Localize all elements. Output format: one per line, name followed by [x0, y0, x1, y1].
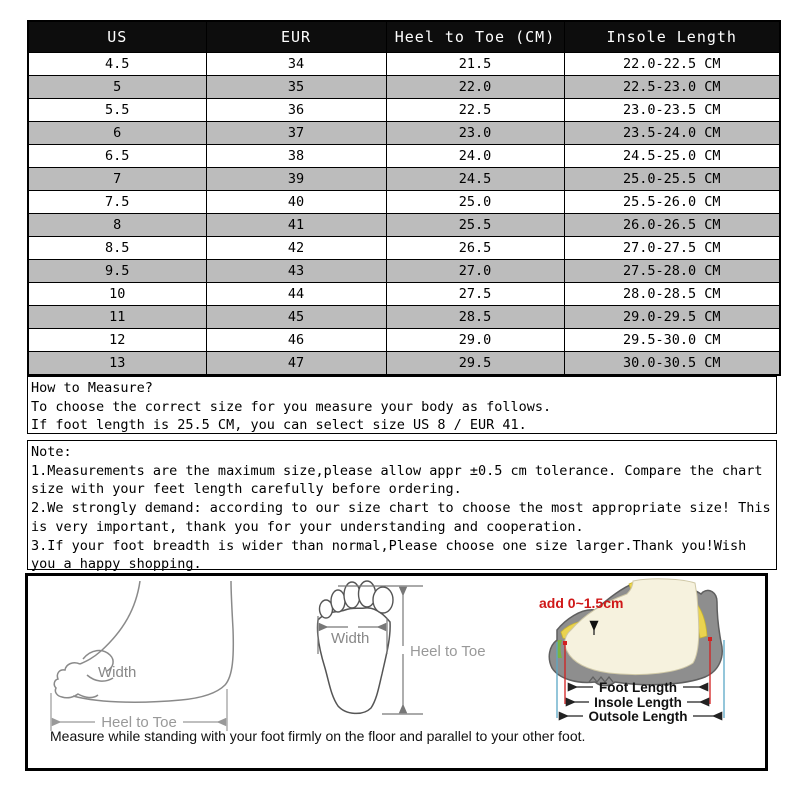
side-foot-heel-to-toe-label: Heel to Toe — [101, 714, 177, 731]
add-length-label: add 0~1.5cm — [539, 595, 624, 611]
table-cell: 23.0 — [386, 122, 564, 145]
table-cell: 23.0-23.5 CM — [564, 99, 780, 122]
table-cell: 47 — [206, 352, 386, 376]
table-row — [28, 122, 780, 145]
table-cell: 28.5 — [386, 306, 564, 329]
column-header: EUR — [206, 21, 386, 53]
table-row — [28, 76, 780, 99]
table-cell: 22.0-22.5 CM — [564, 53, 780, 76]
table-row — [28, 99, 780, 122]
table-cell: 40 — [206, 191, 386, 214]
table-cell: 6 — [28, 122, 206, 145]
top-foot-outline — [317, 608, 390, 714]
table-cell: 12 — [28, 329, 206, 352]
table-cell: 25.5-26.0 CM — [564, 191, 780, 214]
side-foot-outline — [54, 581, 233, 702]
table-row — [28, 306, 780, 329]
table-cell: 11 — [28, 306, 206, 329]
column-header: Insole Length — [564, 21, 780, 53]
foot-length-label: Foot Length — [599, 680, 677, 695]
table-cell: 23.5-24.0 CM — [564, 122, 780, 145]
table-cell: 4.5 — [28, 53, 206, 76]
table-cell: 29.0 — [386, 329, 564, 352]
table-cell: 30.0-30.5 CM — [564, 352, 780, 376]
table-body — [28, 53, 780, 376]
table-cell: 29.5-30.0 CM — [564, 329, 780, 352]
table-row — [28, 145, 780, 168]
table-cell: 28.0-28.5 CM — [564, 283, 780, 306]
top-foot-width-label: Width — [331, 630, 370, 647]
table-cell: 26.5 — [386, 237, 564, 260]
red-marker — [708, 637, 712, 641]
note-item: 2.We strongly demand: according to our size chart to choose the most appropriate size! This is very important, thank you for your understanding and cooperation. — [31, 500, 771, 535]
table-cell: 21.5 — [386, 53, 564, 76]
table-cell: 22.5 — [386, 99, 564, 122]
table-cell: 41 — [206, 214, 386, 237]
table-cell: 43 — [206, 260, 386, 283]
table-cell: 38 — [206, 145, 386, 168]
table-cell: 27.5 — [386, 283, 564, 306]
note-item: 3.If your foot breadth is wider than normal,Please choose one size larger.Thank you!Wish you a happy shopping. — [31, 537, 747, 573]
table-row — [28, 237, 780, 260]
side-foot-illustration — [43, 581, 243, 736]
table-cell: 8.5 — [28, 237, 206, 260]
table-cell: 29.0-29.5 CM — [564, 306, 780, 329]
column-header: Heel to Toe (CM) — [386, 21, 564, 53]
table-cell: 24.0 — [386, 145, 564, 168]
insole-length-label: Insole Length — [594, 695, 682, 710]
table-cell: 24.5 — [386, 168, 564, 191]
table-cell: 37 — [206, 122, 386, 145]
table-cell: 6.5 — [28, 145, 206, 168]
table-cell: 44 — [206, 283, 386, 306]
table-row — [28, 260, 780, 283]
table-cell: 5.5 — [28, 99, 206, 122]
top-foot-illustration — [303, 580, 498, 722]
table-row — [28, 352, 780, 376]
shoe-foot-shape — [565, 579, 699, 675]
table-cell: 45 — [206, 306, 386, 329]
table-cell: 25.0 — [386, 191, 564, 214]
top-foot-heel-to-toe-label: Heel to Toe — [410, 643, 486, 660]
note-section — [27, 440, 777, 573]
column-header: US — [28, 21, 206, 53]
table-row — [28, 168, 780, 191]
size-chart-table — [27, 20, 781, 376]
table-cell: 7 — [28, 168, 206, 191]
table-row — [28, 329, 780, 352]
table-row — [28, 214, 780, 237]
table-cell: 5 — [28, 76, 206, 99]
table-row — [28, 191, 780, 214]
how-to-measure-section — [27, 376, 777, 434]
table-cell: 46 — [206, 329, 386, 352]
note-item: 1.Measurements are the maximum size,please allow appr ±0.5 cm tolerance. Compare the chart size with your feet length carefully before ordering. — [31, 462, 763, 498]
table-header-row — [28, 21, 780, 53]
table-cell: 10 — [28, 283, 206, 306]
table-cell: 13 — [28, 352, 206, 376]
how-to-measure-line: To choose the correct size for you measure your body as follows. — [31, 398, 552, 415]
table-cell: 35 — [206, 76, 386, 99]
table-cell: 22.5-23.0 CM — [564, 76, 780, 99]
note-title: Note: — [31, 444, 72, 460]
outsole-length-label: Outsole Length — [588, 709, 688, 724]
table-cell: 8 — [28, 214, 206, 237]
table-cell: 24.5-25.0 CM — [564, 145, 780, 168]
table-cell: 26.0-26.5 CM — [564, 214, 780, 237]
table-cell: 39 — [206, 168, 386, 191]
shoe-cross-section-illustration — [533, 578, 768, 728]
table-row — [28, 53, 780, 76]
measure-caption: Measure while standing with your foot firmly on the floor and parallel to your other foot. — [50, 728, 586, 744]
table-cell: 42 — [206, 237, 386, 260]
table-cell: 7.5 — [28, 191, 206, 214]
table-cell: 9.5 — [28, 260, 206, 283]
table-cell: 27.5-28.0 CM — [564, 260, 780, 283]
table-cell: 36 — [206, 99, 386, 122]
table-cell: 22.0 — [386, 76, 564, 99]
how-to-measure-title: How to Measure? — [31, 380, 153, 396]
table-cell: 27.0-27.5 CM — [564, 237, 780, 260]
red-marker — [563, 641, 567, 645]
table-row — [28, 283, 780, 306]
table-cell: 29.5 — [386, 352, 564, 376]
how-to-measure-line: If foot length is 25.5 CM, you can select size US 8 / EUR 41. — [31, 417, 527, 434]
table-cell: 25.0-25.5 CM — [564, 168, 780, 191]
side-foot-width-label: Width — [98, 664, 137, 681]
table-cell: 34 — [206, 53, 386, 76]
table-cell: 25.5 — [386, 214, 564, 237]
measurement-illustrations-panel — [25, 573, 768, 771]
table-cell: 27.0 — [386, 260, 564, 283]
